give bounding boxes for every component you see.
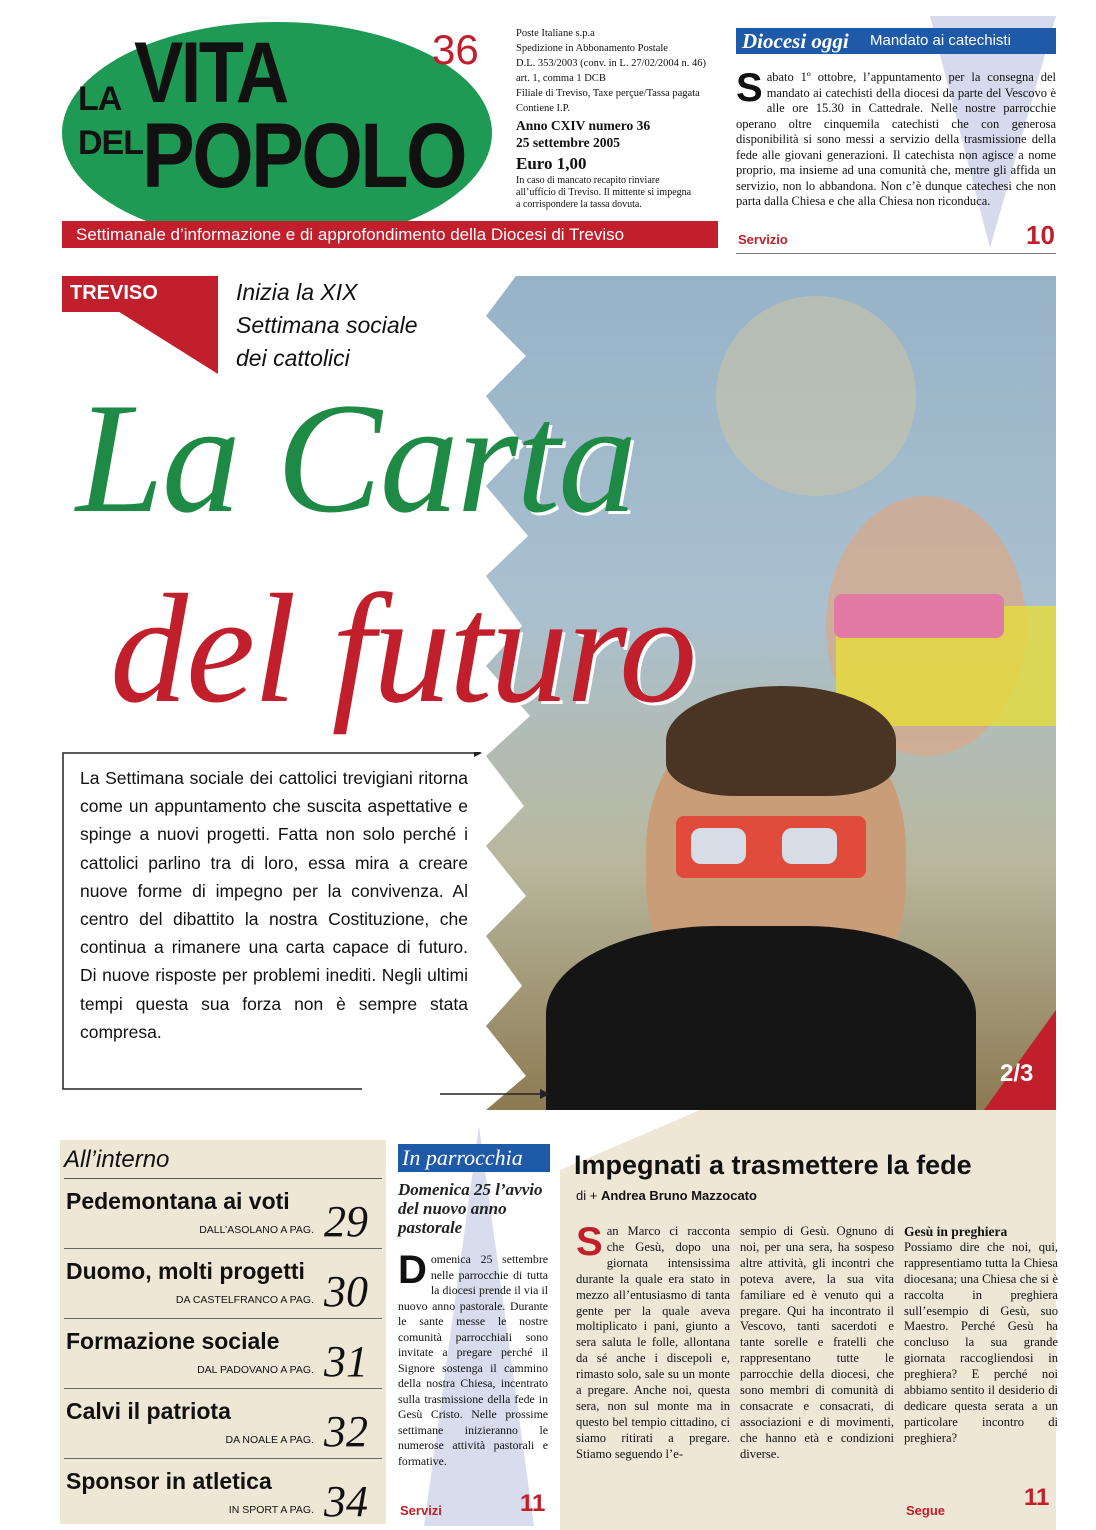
index-item-page: 30 — [324, 1267, 368, 1316]
dropcap: S — [736, 66, 763, 110]
photo-shape — [546, 926, 976, 1110]
editorial-byline — [576, 1188, 757, 1203]
diocesi-title: Diocesi oggi — [742, 29, 849, 53]
index-item-source: DAL PADOVANO A PAG. — [197, 1364, 314, 1376]
inside-index — [60, 1140, 386, 1524]
lead-intro: La Settimana sociale dei cattolici trevigiani ritorna come un appuntamento che suscita aspettative e spinge a nuovi progetti. Fatta non solo perché i cattolici parlino tra di loro, essa mira a creare nuove forme di impegno per la convivenza. Al centro del dibattito la nostra Costituzione, che continua a rimanere una carta capace di futuro. Di nuove risposte per problemi inediti. Negli ultimi tempi questa sua forza non è sempre stata compresa. — [80, 768, 468, 1042]
postal-line: Poste Italiane s.p.a — [516, 28, 595, 39]
divider — [736, 253, 1056, 254]
index-item-page: 31 — [324, 1337, 368, 1386]
diocesi-page-number: 10 — [1026, 220, 1055, 250]
photo-shape — [834, 594, 1004, 638]
dropcap: D — [398, 1248, 427, 1292]
diocesi-section-label: Servizio — [738, 232, 788, 247]
return-note-line: In caso di mancato recapito rinviare — [516, 175, 660, 186]
index-item-page: 32 — [324, 1407, 368, 1456]
masthead-banner: Settimanale d’informazione e di approfondimento della Diocesi di Treviso — [62, 221, 718, 248]
parrocchia-body-text: omenica 25 settembre nelle parrocchie di tutta la diocesi prende il via il nuovo anno pastorale. Durante le sante messe le nostre comunità parrocchiali sono invitate a pregare perché il Signore sostenga il cammino della nostra Chiesa, incentrato sulla trasmissione della fede in Gesù Cristo. Nelle prossime settimane inizieranno le numerose attività pastorali e formative. — [398, 1252, 548, 1468]
photo-shape — [691, 828, 746, 864]
divider — [64, 1178, 382, 1179]
index-item[interactable] — [60, 1252, 386, 1320]
diocesi-subtitle: Mandato ai catechisti — [870, 32, 1011, 49]
divider — [64, 1248, 382, 1249]
diocesi-body-text: abato 1º ottobre, l’appuntamento per la consegna del mandato ai catechisti della diocesi da parte del Vescovo è alle ore 15.30 in Cattedrale. Nelle nostre parrocchie operano oltre cinquemila catechisti che con generosa disponibilità si sono messi a servizio della trasmissione della fede alle giovani generazioni. Il catechista non agisce a nome proprio, ma insieme ad una comunità che, mentre gli affida un servizio, non lo abbandona. Non c’è dunque catechesi che non parta dalla Chiesa e che alla Chiesa non riconduca. — [736, 70, 1056, 208]
logo-vita: VITA — [134, 25, 287, 121]
lead-page-ref: 2/3 — [1000, 1060, 1034, 1087]
logo-popolo: POPOLO — [142, 105, 466, 207]
return-note-line: a corrispondere la tassa dovuta. — [516, 199, 642, 210]
editorial-column-2: sempio di Gesù. Ognuno di noi, per una sera, ha sospeso altre attività, gli incontri che poteva avere, la sua vita familiare ed è venuto qui a pregare. Qui ha incontrato il Vescovo, tanti sacerdoti e tante sorelle e fratelli che rappresentano tutte le parrocchie della diocesi, che sono membri di comunità di consacrate e consacrati, di associazioni e di movimenti, che hanno età e condizioni diverse. — [740, 1224, 894, 1461]
inside-index-title: All’interno — [64, 1146, 170, 1173]
editorial-subheading: Gesù in preghiera — [904, 1224, 1008, 1239]
index-item-title: Formazione sociale — [66, 1328, 280, 1354]
postal-line: Spedizione in Abbonamento Postale — [516, 43, 668, 54]
parrocchia-title: In parrocchia — [398, 1144, 550, 1172]
issue-year: Anno CXIV numero 36 — [516, 118, 651, 133]
editorial-continued-label: Segue — [906, 1503, 946, 1518]
logo-del: DEL — [78, 124, 143, 162]
editorial-page-number: 11 — [1024, 1484, 1050, 1511]
photo-shape — [782, 828, 837, 864]
index-item-source: DA NOALE A PAG. — [225, 1434, 314, 1446]
dropcap: S — [576, 1220, 603, 1264]
index-item[interactable] — [60, 1322, 386, 1390]
index-item-title: Calvi il patriota — [66, 1398, 231, 1424]
divider — [64, 1318, 382, 1319]
editorial-column-1 — [576, 1220, 730, 1463]
diocesi-article — [736, 66, 1056, 210]
issue-number: 36 — [432, 26, 479, 73]
index-item[interactable] — [60, 1182, 386, 1250]
index-item-source: IN SPORT A PAG. — [228, 1504, 314, 1516]
divider — [64, 1458, 382, 1459]
postal-line: Contiene I.P. — [516, 103, 570, 114]
subhead-line: dei cattolici — [236, 345, 350, 371]
issue-date: 25 settembre 2005 — [516, 135, 620, 150]
editorial-text: Possiamo dire che noi, qui, rappresentiamo tutta la Chiesa diocesana; una Chiesa che si è raccolta in preghiera sull’esempio di Gesù, suo Maestro. Perché Gesù ha concluso la sua grande giornata raccogliendosi in preghiera? E perché noi abbiamo sentito il desiderio di dedicare questa serata a un particolare incontro di preghiera? — [904, 1239, 1058, 1445]
divider — [64, 1388, 382, 1389]
photo-shape — [716, 296, 916, 496]
postal-line: D.L. 353/2003 (conv. in L. 27/02/2004 n. 46) — [516, 58, 707, 69]
headline-line2: del futuro — [110, 562, 696, 735]
index-item-page: 34 — [324, 1477, 368, 1526]
issue-price: Euro 1,00 — [516, 154, 587, 173]
subhead-line: Inizia la XIX — [236, 279, 358, 305]
parrocchia-article — [398, 1248, 548, 1469]
location-label: TREVISO — [70, 282, 158, 304]
logo-la: LA — [78, 80, 122, 118]
editorial-title: Impegnati a trasmettere la fede — [574, 1150, 972, 1180]
parrocchia-page-number: 11 — [520, 1490, 546, 1517]
return-note-line: all’ufficio di Treviso. Il mittente si impegna — [516, 187, 692, 198]
parrocchia-subtitle: Domenica 25 l’avvio del nuovo anno pastorale — [398, 1180, 543, 1237]
intro-arrow — [440, 1086, 552, 1102]
subhead-line: Settimana sociale — [236, 312, 418, 338]
parrocchia-section-label: Servizi — [400, 1503, 442, 1518]
postal-line: art. 1, comma 1 DCB — [516, 73, 606, 84]
diocesi-header — [736, 28, 1056, 54]
index-item-title: Duomo, molti progetti — [66, 1258, 305, 1284]
lead-subhead — [236, 276, 496, 375]
postal-line: Filiale di Treviso, Taxe perçue/Tassa pagata — [516, 88, 700, 99]
headline-line1: La Carta — [76, 371, 636, 546]
index-item-title: Sponsor in atletica — [66, 1468, 272, 1494]
masthead-logo — [78, 20, 478, 230]
index-item-title: Pedemontana ai voti — [66, 1188, 290, 1214]
editorial-text: an Marco ci racconta che Gesù, dopo una giornata intensissima durante la quale era stato in mezzo all’entusiasmo di tanta gente per la quale aveva moltiplicato i pani, giunto a sera saluta le folle, allontana da sé anche i discepoli e, rimasto solo, sale su un monte a pregare. Anche noi, questa sera, non sul monte ma in questo bel tempio cittadino, ci siamo ritirati a pregare. Stiamo seguendo l’e- — [576, 1224, 730, 1461]
postal-info — [516, 26, 726, 211]
editorial-column-3 — [904, 1224, 1058, 1447]
index-item-page: 29 — [324, 1197, 368, 1246]
author-name: Andrea Bruno Mazzocato — [600, 1188, 757, 1203]
byline-prefix: di + — [576, 1188, 601, 1203]
index-item-source: DALL’ASOLANO A PAG. — [199, 1224, 314, 1236]
index-item[interactable] — [60, 1462, 386, 1530]
photo-shape — [666, 686, 896, 796]
index-item-source: DA CASTELFRANCO A PAG. — [175, 1294, 314, 1306]
index-item[interactable] — [60, 1392, 386, 1460]
